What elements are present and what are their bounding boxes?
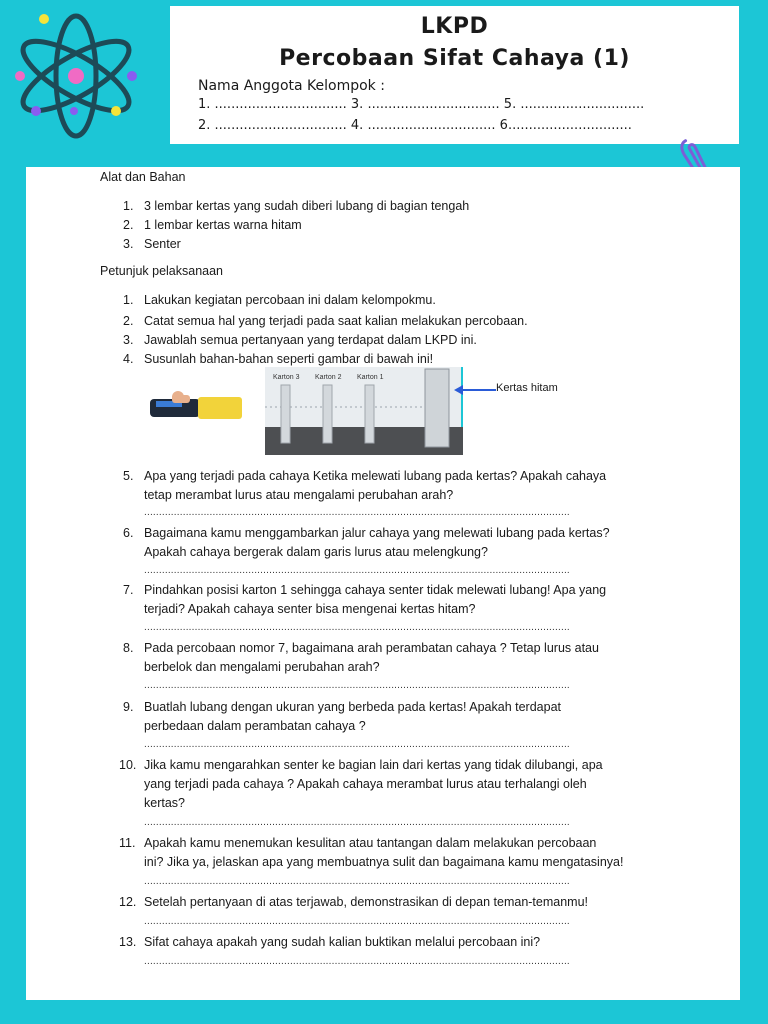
question-text: Bagaimana kamu menggambarkan jalur cahaya yang melewati lubang pada kertas? [144, 526, 610, 540]
page-title: LKPD [420, 14, 489, 39]
black-paper-label: Kertas hitam [496, 382, 558, 394]
question-number: 11. [119, 836, 136, 850]
question-text: Jika kamu mengarahkan senter ke bagian lain dari kertas yang tidak dilubangi, apa [144, 758, 603, 772]
tool-item: 3 lembar kertas yang sudah diberi lubang di bagian tengah [144, 199, 470, 213]
answer-line[interactable]: ............................................................................................................................................... [144, 739, 570, 750]
steps-heading: Petunjuk pelaksanaan [100, 264, 224, 278]
step-number: 1. [123, 293, 134, 307]
answer-line[interactable]: ............................................................................................................................................... [144, 956, 570, 967]
tool-number: 3. [123, 237, 134, 251]
answer-line[interactable]: ............................................................................................................................................... [144, 916, 570, 927]
question-number: 9. [123, 700, 134, 714]
question-number: 5. [123, 469, 134, 483]
question-text: kertas? [144, 796, 185, 810]
atom-icon [8, 6, 150, 148]
tool-number: 1. [123, 199, 134, 213]
question-number: 7. [123, 583, 134, 597]
question-number: 12. [119, 895, 137, 909]
answer-line[interactable]: ............................................................................................................................................... [144, 622, 570, 633]
question-text: berbelok dan mengalami perubahan arah? [144, 660, 380, 674]
tools-heading: Alat dan Bahan [100, 170, 186, 184]
question-text: Pindahkan posisi karton 1 sehingga cahaya senter tidak melewati lubang! Apa yang [144, 583, 607, 597]
question-text: Apakah kamu menemukan kesulitan atau tantangan dalam melakukan percobaan [144, 836, 597, 850]
member-row-1: 1. ................................ 3. ................................ 5. .............................. [198, 97, 645, 112]
flashlight-image [148, 387, 243, 427]
answer-line[interactable]: ............................................................................................................................................... [144, 680, 570, 691]
step-number: 4. [123, 352, 134, 366]
question-text: Apakah cahaya bergerak dalam garis lurus atau melengkung? [144, 545, 488, 559]
question-text: yang terjadi pada cahaya ? Apakah cahaya merambat lurus atau terhalangi oleh [144, 777, 587, 791]
tool-item: Senter [144, 237, 181, 251]
karton-2-label: Karton 2 [315, 374, 342, 381]
question-text: perbedaan dalam perambatan cahaya ? [144, 719, 366, 733]
question-number: 13. [119, 935, 137, 949]
karton-1-label: Karton 1 [357, 374, 384, 381]
step-item: Lakukan kegiatan percobaan ini dalam kelompokmu. [144, 293, 436, 307]
step-item: Catat semua hal yang terjadi pada saat kalian melakukan percobaan. [144, 314, 528, 328]
tool-number: 2. [123, 218, 134, 232]
question-text: Pada percobaan nomor 7, bagaimana arah perambatan cahaya ? Tetap lurus atau [144, 641, 599, 655]
answer-line[interactable]: ............................................................................................................................................... [144, 876, 570, 887]
step-item: Susunlah bahan-bahan seperti gambar di bawah ini! [144, 352, 434, 366]
step-number: 2. [123, 314, 134, 328]
experiment-setup-image [265, 367, 463, 455]
question-text: Apa yang terjadi pada cahaya Ketika melewati lubang pada kertas? Apakah cahaya [144, 469, 607, 483]
question-text: terjadi? Apakah cahaya senter bisa mengenai kertas hitam? [144, 602, 476, 616]
page-subtitle: Percobaan Sifat Cahaya (1) [279, 46, 630, 71]
question-number: 8. [123, 641, 134, 655]
header-card [170, 6, 739, 144]
question-text: Sifat cahaya apakah yang sudah kalian buktikan melalui percobaan ini? [144, 935, 541, 949]
question-number: 10. [119, 758, 137, 772]
tool-item: 1 lembar kertas warna hitam [144, 218, 302, 232]
member-row-2: 2. ................................ 4. ............................... 6.............................. [198, 118, 632, 133]
answer-line[interactable]: ............................................................................................................................................... [144, 817, 570, 828]
question-text: Buatlah lubang dengan ukuran yang berbeda pada kertas! Apakah terdapat [144, 700, 561, 714]
question-text: ini? Jika ya, jelaskan apa yang membuatnya sulit dan bagaimana kamu mengatasinya! [144, 855, 624, 869]
question-text: tetap merambat lurus atau mengalami perubahan arah? [144, 488, 454, 502]
answer-line[interactable]: ............................................................................................................................................... [144, 507, 570, 518]
karton-3-label: Karton 3 [273, 374, 300, 381]
question-text: Setelah pertanyaan di atas terjawab, demonstrasikan di depan teman-temanmu! [144, 895, 589, 909]
worksheet-paper [26, 167, 740, 1000]
step-item: Jawablah semua pertanyaan yang terdapat dalam LKPD ini. [144, 333, 477, 347]
question-number: 6. [123, 526, 134, 540]
step-number: 3. [123, 333, 134, 347]
answer-line[interactable]: ............................................................................................................................................... [144, 565, 570, 576]
arrow-icon [454, 385, 496, 395]
members-label: Nama Anggota Kelompok : [198, 78, 385, 94]
